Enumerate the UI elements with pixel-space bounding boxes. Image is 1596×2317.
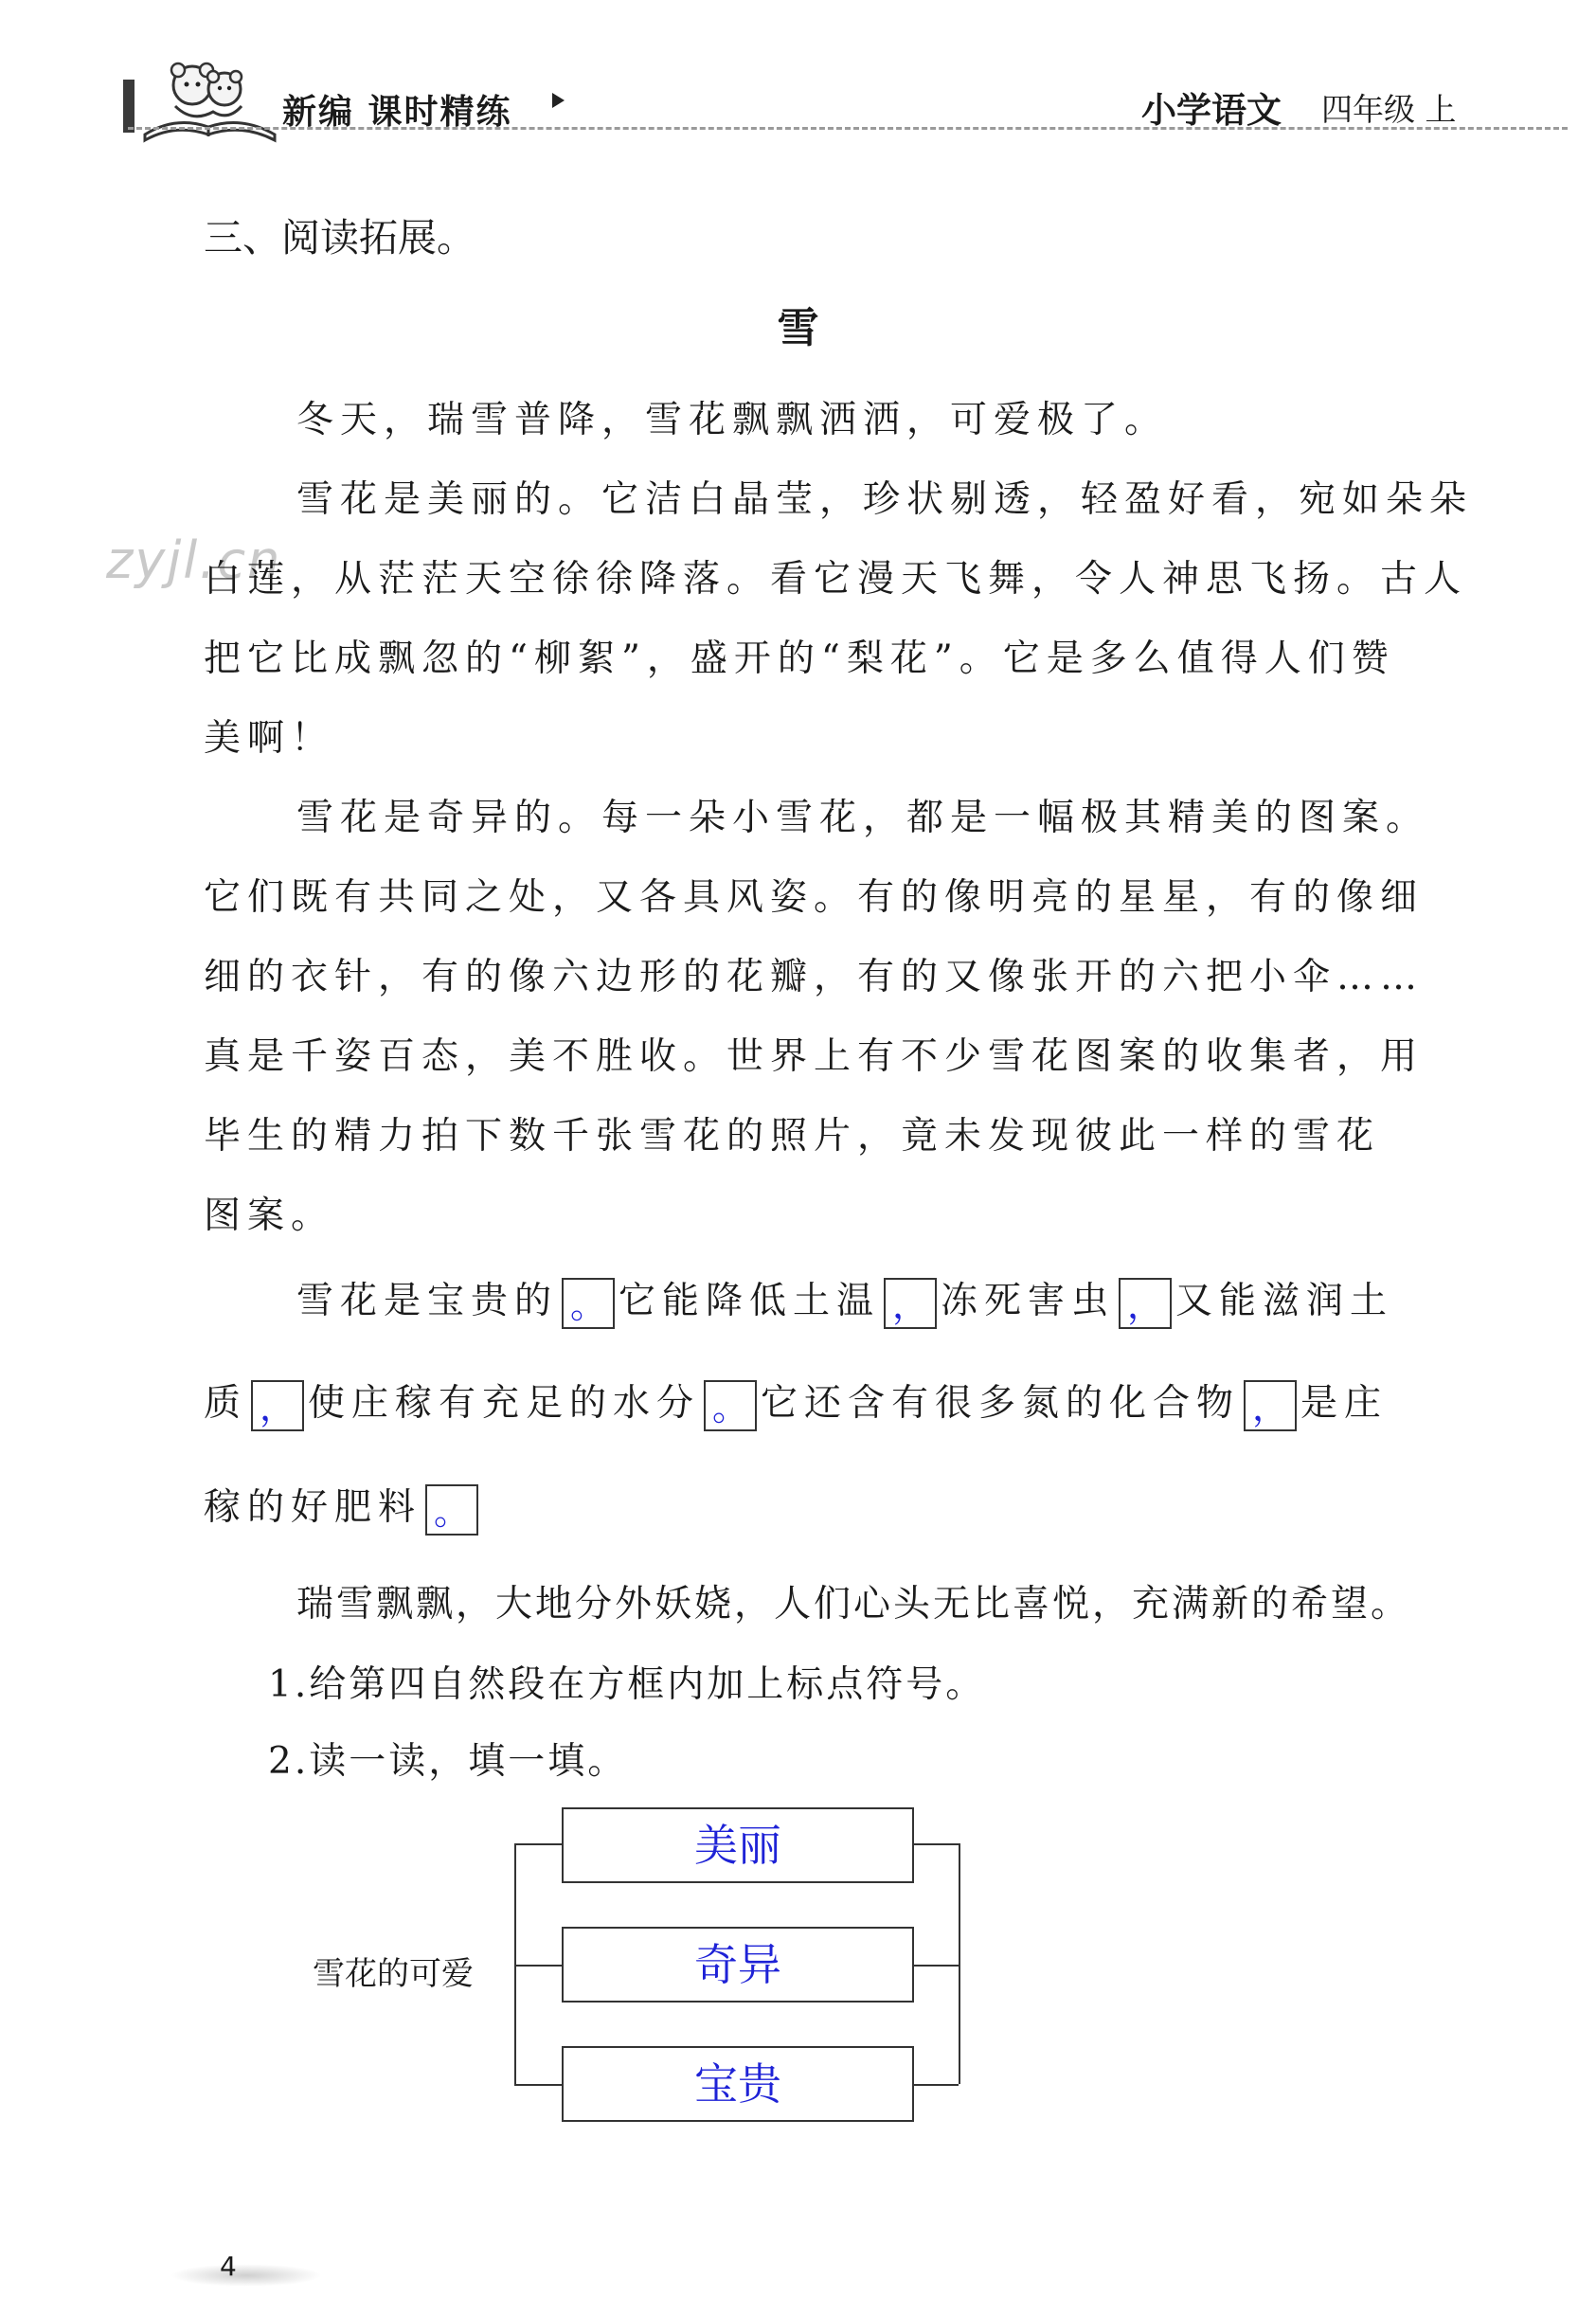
- article-line: 它们既有共同之处，又各具风姿。有的像明亮的星星，有的像细: [204, 876, 1425, 919]
- article-line: 把它比成飘忽的“柳絮”，盛开的“梨花”。它是多么值得人们赞: [204, 638, 1395, 680]
- p4-text: 质: [204, 1382, 248, 1425]
- section-heading: 三、阅读拓展。: [204, 215, 475, 260]
- p4-text: 它能降低土温: [619, 1280, 881, 1322]
- diagram-root-label: 雪花的可爱: [313, 1955, 474, 1993]
- diagram-answer-box-precious[interactable]: 宝贵: [562, 2046, 914, 2122]
- article-line: 图案。: [204, 1194, 335, 1237]
- watermark: zyjl.cn: [106, 530, 282, 590]
- diagram-answer-box-wonderful[interactable]: 奇异: [562, 1927, 914, 2003]
- paragraph-four-line-2: [204, 1374, 1388, 1431]
- answer-box[interactable]: ，: [1244, 1380, 1297, 1431]
- article-line: 美啊！: [204, 717, 335, 760]
- answer-box[interactable]: 。: [562, 1278, 615, 1329]
- series-title: 新编 课时精练: [282, 93, 512, 132]
- article-line: 细的衣针，有的像六边形的花瓣，有的又像张开的六把小伞……: [204, 956, 1425, 998]
- diagram-answer-box-beautiful[interactable]: 美丽: [562, 1807, 914, 1883]
- article-line: 毕生的精力拍下数千张雪花的照片，竟未发现彼此一样的雪花: [204, 1115, 1381, 1158]
- header-bar: [123, 80, 134, 133]
- question-1: 1.给第四自然段在方框内加上标点符号。: [268, 1663, 986, 1706]
- answer-box[interactable]: 。: [425, 1484, 478, 1536]
- answer-box[interactable]: ，: [1119, 1278, 1172, 1329]
- answer-box[interactable]: 。: [704, 1380, 757, 1431]
- article-line: 雪花是奇异的。每一朵小雪花，都是一幅极其精美的图案。: [296, 797, 1430, 839]
- diagram-connector: [514, 2084, 562, 2086]
- paragraph-four-line-3: [204, 1478, 482, 1536]
- book-logo: [137, 49, 279, 144]
- diagram-connector: [514, 1965, 562, 1967]
- p4-text: 使庄稼有充足的水分: [308, 1382, 701, 1425]
- page-number-decoration: [170, 2264, 322, 2287]
- article-line: 雪花是美丽的。它洁白晶莹，珍状剔透，轻盈好看，宛如朵朵: [296, 478, 1474, 521]
- diagram-connector: [914, 1843, 959, 1845]
- p4-text: 雪花是宝贵的: [296, 1280, 559, 1322]
- question-2: 2.读一读，填一填。: [268, 1740, 628, 1783]
- paragraph-four-line-1: [296, 1271, 1393, 1329]
- grade-label: 四年级 上: [1321, 91, 1457, 128]
- answer-box[interactable]: ，: [884, 1278, 937, 1329]
- p4-text: 是庄: [1300, 1382, 1389, 1425]
- article-line: 真是千姿百态，美不胜收。世界上有不少雪花图案的收集者，用: [204, 1035, 1425, 1078]
- article-title: 雪: [777, 304, 819, 352]
- header-divider: [128, 127, 1568, 130]
- article-line: 冬天，瑞雪普降，雪花飘飘洒洒，可爱极了。: [296, 399, 1169, 441]
- article-line: 白莲，从茫茫天空徐徐降落。看它漫天飞舞，令人神思飞扬。古人: [204, 558, 1468, 601]
- diagram-bracket-right: [959, 1843, 960, 2084]
- p4-text: 冻死害虫: [941, 1280, 1116, 1322]
- p4-text: 稼的好肥料: [204, 1486, 422, 1529]
- diagram-connector: [914, 2084, 959, 2086]
- diagram-bracket-left: [514, 1843, 516, 2084]
- diagram-connector: [514, 1843, 562, 1845]
- answer-box[interactable]: ，: [251, 1380, 304, 1431]
- diagram-connector: [914, 1965, 959, 1967]
- article-line: 瑞雪飘飘，大地分外妖娆，人们心头无比喜悦，充满新的希望。: [296, 1583, 1411, 1625]
- subject-label: 小学语文: [1141, 90, 1282, 131]
- p4-text: 又能滋润土: [1175, 1280, 1394, 1322]
- page-number: 4: [220, 2251, 237, 2282]
- p4-text: 它还含有很多氮的化合物: [761, 1382, 1241, 1425]
- play-arrow-icon: [552, 93, 565, 108]
